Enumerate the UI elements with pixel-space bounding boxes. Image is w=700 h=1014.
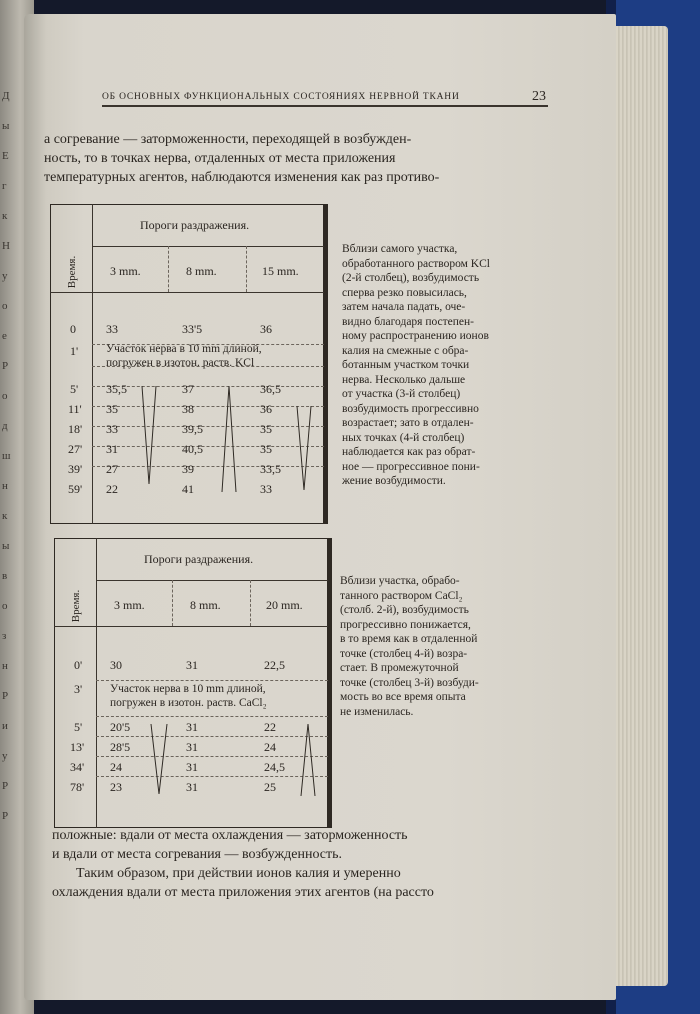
table-divider [54, 626, 328, 627]
value-cell: 35 [106, 402, 118, 416]
page-number: 23 [532, 89, 546, 104]
value-cell: 36 [260, 322, 272, 336]
time-cell: 5' [70, 382, 79, 396]
text-line: точке (столбец 4-й) возра- [340, 647, 468, 660]
note-line: Участок нерва в 10 mm длиной, [110, 683, 266, 695]
value-cell: 33,5 [260, 462, 281, 476]
text-line: от участка (3-й столбец) [342, 388, 461, 400]
text-line: видно благодаря постепен- [342, 315, 475, 328]
value-cell: 22 [106, 482, 118, 496]
table1-commentary [342, 242, 524, 489]
value-cell: 35 [260, 422, 272, 436]
value-cell: 33 [106, 322, 118, 336]
value-cell: 31 [186, 720, 198, 734]
text-line: обработанного раствором KCl [342, 257, 490, 270]
time-header: Время. [66, 255, 78, 289]
table-divider [96, 776, 328, 777]
table-divider [92, 466, 324, 467]
bottom-paragraph [52, 826, 530, 902]
book-page [24, 14, 616, 1000]
table-divider [168, 246, 169, 292]
time-cell: 0 [70, 322, 76, 336]
left-page-text-fragment: и [2, 720, 8, 732]
left-page-text-fragment: к [2, 210, 8, 222]
text-line: в то время как в отдаленной [340, 633, 478, 645]
value-cell: 22,5 [264, 658, 285, 672]
text-line: Таким образом, при действии ионов калия и умеренно [76, 866, 401, 881]
trend-arrow-up-icon [298, 722, 318, 798]
table-divider [96, 680, 328, 681]
left-page-text-fragment: у [2, 750, 8, 762]
left-page-text-fragment: ы [2, 120, 10, 132]
left-page-text-fragment: г [2, 180, 7, 192]
time-cell: 59' [68, 482, 83, 496]
text-line: ботанным участком точки [342, 359, 470, 371]
trend-arrow-up-icon [218, 382, 240, 494]
time-cell: 5' [74, 720, 83, 734]
text-line: наблюдается как раз обрат- [342, 446, 476, 458]
thresholds-header: Пороги раздражения. [144, 552, 254, 566]
table-divider [172, 580, 173, 626]
value-cell: 22 [264, 720, 276, 734]
table-note [110, 682, 267, 710]
note-line: погружен в изотон. раств. KCl [106, 357, 255, 369]
left-page-text-fragment: о [2, 300, 8, 312]
table-note [106, 342, 262, 370]
text-line: ных точках (4-й столбец) [342, 431, 465, 444]
text-line: (2-й столбец), возбудимость [342, 272, 480, 284]
value-cell: 20'5 [110, 720, 131, 734]
column-header: 8 mm. [186, 264, 217, 278]
left-page-text-fragment: Р [2, 780, 9, 792]
table-divider [92, 246, 324, 247]
text-line: затем начала падать, оче- [342, 301, 466, 313]
text-line: прогрессивно понижается, [340, 618, 471, 631]
trend-arrow-down-icon [148, 722, 170, 798]
time-cell: 11' [68, 402, 82, 416]
table-divider [92, 446, 324, 447]
running-head [102, 89, 548, 107]
column-header: 8 mm. [190, 598, 221, 612]
text-line: возбудимость прогрессивно [342, 402, 479, 415]
text-line: положные: вдали от места охлаждения — заторможенность [52, 828, 408, 843]
value-cell: 23 [110, 780, 122, 794]
text-line: нерва. Несколько дальше [342, 373, 466, 386]
left-page-text-fragment: Р [2, 690, 9, 702]
trend-arrow-down-icon [138, 384, 160, 494]
left-page-text-fragment: Н [2, 240, 10, 252]
value-cell: 38 [182, 402, 194, 416]
value-cell: 27 [106, 462, 118, 476]
left-page-text-fragment: н [2, 660, 8, 672]
text-line: ность, то в точках нерва, отдаленных от места приложения [44, 151, 396, 166]
left-page-text-fragment: н [2, 480, 8, 492]
time-cell: 0' [74, 658, 83, 672]
value-cell: 36,5 [260, 382, 281, 396]
left-page-text-fragment: ш [2, 450, 11, 462]
time-cell: 34' [70, 760, 85, 774]
text-line: танного раствором CaCl₂ [340, 589, 463, 602]
text-line: не изменилась. [340, 705, 414, 718]
text-line: ному распространению ионов [342, 330, 489, 342]
value-cell: 31 [186, 740, 198, 754]
value-cell: 24 [110, 760, 122, 774]
column-header: 20 mm. [266, 598, 303, 612]
value-cell: 30 [110, 658, 122, 672]
table-divider [50, 292, 324, 293]
value-cell: 41 [182, 482, 194, 496]
value-cell: 40,5 [182, 442, 203, 456]
table-divider [92, 204, 93, 524]
time-header: Время. [70, 589, 82, 623]
table2-commentary [340, 574, 524, 719]
left-page-text-fragment: е [2, 330, 7, 342]
text-line: ное — прогрессивное пони- [342, 460, 480, 473]
left-page-text-fragment: Р [2, 810, 9, 822]
trend-arrow-down-icon [294, 404, 314, 494]
table-divider [96, 538, 97, 828]
time-cell: 1' [70, 344, 79, 358]
text-line: калия на смежные с обра- [342, 344, 469, 357]
table-divider [246, 246, 247, 292]
note-line: Участок нерва в 10 mm длиной, [106, 343, 262, 355]
value-cell: 28'5 [110, 740, 131, 754]
column-header: 15 mm. [262, 264, 299, 278]
text-line: (столб. 2-й), возбудимость [340, 604, 469, 616]
text-line: температурных агентов, наблюдаются изменения как раз противо- [44, 170, 440, 185]
column-header: 3 mm. [114, 598, 145, 612]
value-cell: 36 [260, 402, 272, 416]
left-page-text-fragment: о [2, 390, 8, 402]
text-line: точке (столбец 3-й) возбуди- [340, 676, 479, 689]
left-page-text-fragment: Д [2, 90, 10, 102]
value-cell: 25 [264, 780, 276, 794]
table-divider [96, 736, 328, 737]
table-divider [92, 406, 324, 407]
threshold-table-cacl2 [54, 538, 328, 828]
value-cell: 31 [106, 442, 118, 456]
left-page-text-fragment: в [2, 570, 8, 582]
left-page-text-fragment: у [2, 270, 8, 282]
threshold-table-kcl [50, 204, 324, 524]
value-cell: 33 [260, 482, 272, 496]
text-line: Вблизи самого участка, [342, 243, 458, 255]
value-cell: 31 [186, 780, 198, 794]
running-head-title: ОБ ОСНОВНЫХ ФУНКЦИОНАЛЬНЫХ СОСТОЯНИЯХ НЕРВНОЙ ТКАНИ [102, 92, 460, 102]
value-cell: 39 [182, 462, 194, 476]
time-cell: 3' [74, 682, 83, 696]
column-header: 3 mm. [110, 264, 141, 278]
note-line: погружен в изотон. раств. CaCl₂ [110, 697, 267, 709]
left-page-text-fragment: ы [2, 540, 10, 552]
thresholds-header: Пороги раздражения. [140, 218, 250, 232]
table-shadow [327, 538, 332, 828]
text-line: возрастает; зато в отдален- [342, 417, 474, 429]
left-page-text-fragment: Р [2, 360, 9, 372]
time-cell: 13' [70, 740, 85, 754]
text-line: а согревание — заторможенности, переходящей в возбужден- [44, 132, 412, 147]
table-shadow [323, 204, 328, 524]
top-paragraph [44, 130, 532, 187]
value-cell: 33'5 [182, 322, 203, 336]
value-cell: 24 [264, 740, 276, 754]
value-cell: 31 [186, 760, 198, 774]
value-cell: 37 [182, 382, 194, 396]
text-line: охлаждения вдали от места приложения этих агентов (на рассто [52, 885, 434, 900]
text-line: Вблизи участка, обрабо- [340, 575, 460, 587]
table-divider [96, 580, 328, 581]
value-cell: 35,5 [106, 382, 127, 396]
table-divider [92, 426, 324, 427]
left-page-text-fragment: о [2, 600, 8, 612]
value-cell: 24,5 [264, 760, 285, 774]
value-cell: 31 [186, 658, 198, 672]
table-divider [96, 756, 328, 757]
time-cell: 78' [70, 780, 85, 794]
value-cell: 39,5 [182, 422, 203, 436]
time-cell: 27' [68, 442, 83, 456]
time-cell: 39' [68, 462, 83, 476]
left-page-text-fragment: з [2, 630, 7, 642]
table-divider [250, 580, 251, 626]
text-line: жение возбудимости. [342, 475, 446, 487]
left-page-text-fragment: Е [2, 150, 9, 162]
time-cell: 18' [68, 422, 83, 436]
left-page-text-fragment: к [2, 510, 8, 522]
value-cell: 33 [106, 422, 118, 436]
value-cell: 35 [260, 442, 272, 456]
table-divider [96, 716, 328, 717]
text-line: мость во все время опыта [340, 691, 466, 703]
text-line: стает. В промежуточной [340, 662, 459, 674]
left-page-text-fragment: д [2, 420, 8, 432]
text-line: сперва резко повысилась, [342, 286, 467, 299]
text-line: и вдали от места согревания — возбужденность. [52, 847, 343, 862]
